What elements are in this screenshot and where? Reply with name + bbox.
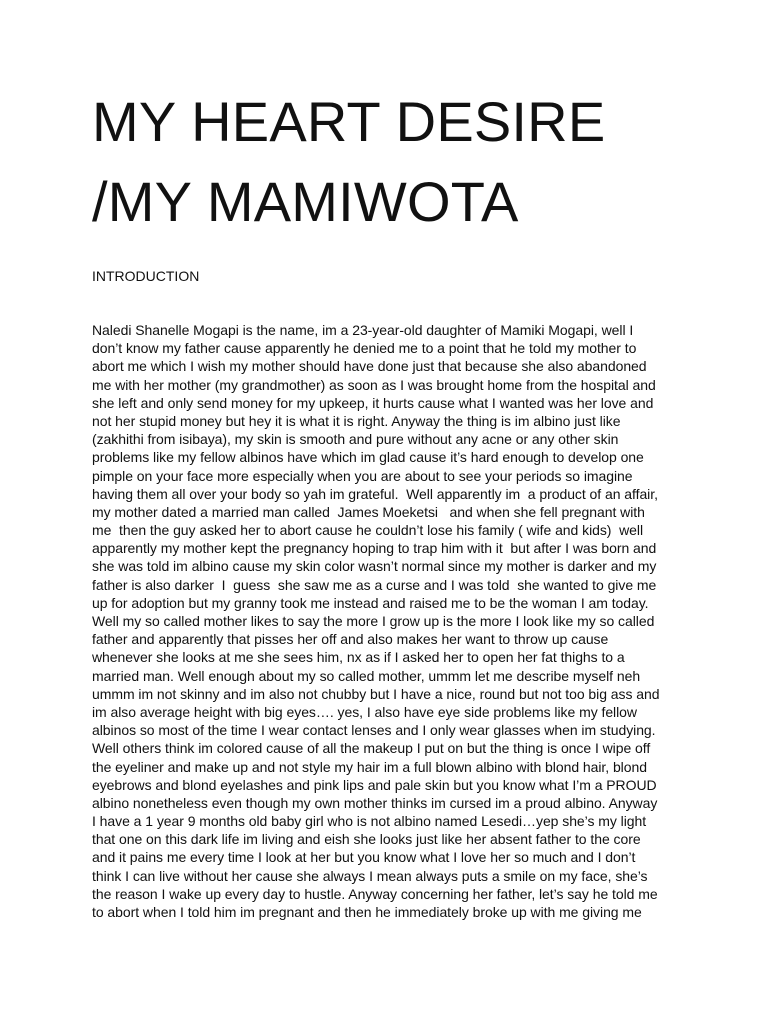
body-text-line: that one on this dark life im living and eish she looks just like her absent father to the core bbox=[92, 831, 641, 848]
body-text-line: ummm im not skinny and im also not chubby but I have a nice, round but not too big ass and bbox=[92, 685, 660, 702]
body-text-line: whenever she looks at me she sees him, nx as if I asked her to open her fat thighs to a bbox=[92, 649, 625, 666]
body-text-line: she left and only send money for my upkeep, it hurts cause what I wanted was her love and bbox=[92, 394, 654, 411]
body-text-line: the reason I wake up every day to hustle. Anyway concerning her father, let’s say he told me bbox=[92, 885, 658, 902]
body-text-line: she was told im albino cause my skin color wasn’t normal since my mother is darker and my bbox=[92, 558, 657, 575]
body-text-line: problems like my fellow albinos have which im glad cause it’s hard enough to develop one bbox=[92, 449, 644, 466]
section-heading: INTRODUCTION bbox=[92, 268, 200, 284]
body-text-line: father is also darker I guess she saw me as a curse and I was told she wanted to give me bbox=[92, 576, 657, 593]
body-text-line: apparently my mother kept the pregnancy hoping to trap him with it but after I was born and bbox=[92, 540, 657, 557]
body-text-line: abort me which I wish my mother should have done just that because she also abandoned bbox=[92, 358, 647, 375]
body-text-line: albinos so most of the time I wear contact lenses and I only wear glasses when im studying. bbox=[92, 722, 656, 739]
body-text-line: Well others think im colored cause of all the makeup I put on but the thing is once I wipe off bbox=[92, 740, 651, 757]
body-text-line: im also average height with big eyes…. yes, I also have eye side problems like my fellow bbox=[92, 703, 637, 720]
body-text-line: married man. Well enough about my so called mother, ummm let me describe myself neh bbox=[92, 667, 641, 684]
body-text-line: me with her mother (my grandmother) as soon as I was brought home from the hospital and bbox=[92, 376, 656, 393]
document-title-line-1: MY HEART DESIRE bbox=[92, 90, 606, 153]
body-text-line: eyebrows and blond eyelashes and pink lips and pale skin but you know what I’m a PROUD bbox=[92, 776, 657, 793]
body-text-line: not her stupid money but hey it is what it is right. Anyway the thing is im albino just like bbox=[92, 412, 621, 429]
body-text-line: to abort when I told him im pregnant and then he immediately broke up with me giving me bbox=[92, 904, 642, 920]
body-text-line: think I can live without her cause she always I mean always puts a smile on my face, she’s bbox=[92, 867, 648, 884]
body-text-line: up for adoption but my granny took me instead and raised me to be the woman I am today. bbox=[92, 594, 649, 611]
body-text-line: father and apparently that pisses her off and also makes her want to throw up cause bbox=[92, 631, 609, 648]
body-text-line: albino nonetheless even though my own mother thinks im cursed im a proud albino. Anyway bbox=[92, 794, 658, 811]
body-text-line: don’t know my father cause apparently he denied me to a point that he told my mother to bbox=[92, 340, 637, 357]
body-paragraph bbox=[92, 321, 682, 921]
body-text-line: me then the guy asked her to abort cause he couldn’t lose his family ( wife and kids) well bbox=[92, 522, 644, 539]
body-text-line: I have a 1 year 9 months old baby girl who is not albino named Lesedi…yep she’s my light bbox=[92, 813, 647, 830]
body-text-line: the eyeliner and make up and not style my hair im a full blown albino with blond hair, blond bbox=[92, 758, 647, 775]
document-title-line-2: /MY MAMIWOTA bbox=[92, 170, 519, 233]
body-text-line: pimple on your face more especially when you are about to see your periods so imagine bbox=[92, 467, 633, 484]
body-text-line: Naledi Shanelle Mogapi is the name, im a 23-year-old daughter of Mamiki Mogapi, well I bbox=[92, 322, 634, 338]
body-text-line: my mother dated a married man called James Moeketsi and when she fell pregnant with bbox=[92, 503, 645, 520]
body-text-line: Well my so called mother likes to say the more I grow up is the more I look like my so called bbox=[92, 613, 655, 629]
body-text-line: (zakhithi from isibaya), my skin is smooth and pure without any acne or any other skin bbox=[92, 431, 619, 448]
body-text-line: and it pains me every time I look at her but you know what I love her so much and I don’t bbox=[92, 849, 636, 866]
body-text-line: having them all over your body so yah im grateful. Well apparently im a product of an affair, bbox=[92, 485, 658, 502]
